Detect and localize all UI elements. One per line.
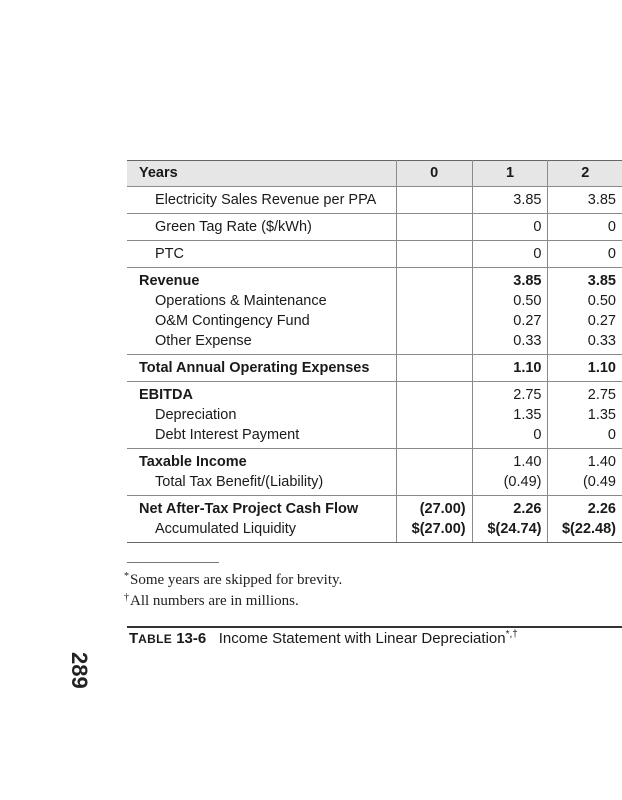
- income-statement-table: [127, 160, 622, 543]
- taxable-income-label: Taxable Income: [139, 454, 247, 470]
- total-opex-year-1: 1.10: [513, 360, 542, 376]
- cell-year-0: [396, 382, 472, 449]
- net-cash-flow-year-0: (27.00): [419, 501, 466, 517]
- cell-year-1: 0: [472, 241, 548, 268]
- revenue-year-2: 3.85: [587, 273, 616, 289]
- table-header-row: [127, 161, 622, 187]
- footnote-1-mark: *: [124, 571, 129, 582]
- debt-interest-year-2: 0: [607, 427, 616, 443]
- cell-year-0: [396, 214, 472, 241]
- revenue-group-row: [127, 268, 622, 355]
- depreciation-label: Depreciation: [155, 407, 237, 423]
- total-opex-label: Total Annual Operating Expenses: [139, 360, 370, 376]
- om-contingency-label: O&M Contingency Fund: [155, 313, 310, 329]
- table-row: [127, 214, 622, 241]
- footnote-2: [124, 592, 299, 610]
- net-cash-flow-year-1: 2.26: [513, 501, 542, 517]
- row-label: Green Tag Rate ($/kWh): [155, 219, 312, 235]
- table-row: [127, 241, 622, 268]
- header-years: Years: [127, 161, 396, 187]
- cell-year-0: [396, 241, 472, 268]
- om-year-1: 0.50: [513, 293, 542, 309]
- footnote-2-mark: †: [124, 592, 129, 603]
- cell-year-1: 3.85: [472, 187, 548, 214]
- accumulated-liquidity-label: Accumulated Liquidity: [155, 521, 297, 537]
- ebitda-group-row: [127, 382, 622, 449]
- om-label: Operations & Maintenance: [155, 293, 327, 309]
- net-cash-flow-year-2: 2.26: [587, 501, 616, 517]
- caption-marks: *,†: [505, 629, 518, 640]
- cashflow-group-row: [127, 496, 622, 543]
- tax-benefit-label: Total Tax Benefit/(Liability): [155, 474, 324, 490]
- caption-label: TABLE 13-6: [129, 630, 207, 647]
- page-number: 289: [67, 652, 92, 689]
- total-opex-row: [127, 355, 622, 382]
- other-expense-year-1: 0.33: [513, 333, 542, 349]
- ebitda-year-1: 2.75: [513, 387, 542, 403]
- accumulated-liquidity-year-2: $(22.48): [561, 521, 616, 537]
- cell-year-0: [396, 355, 472, 382]
- depreciation-year-1: 1.35: [513, 407, 542, 423]
- footnote-2-text: All numbers are in millions.: [130, 593, 299, 609]
- cell-year-1: 0: [472, 214, 548, 241]
- footnote-divider: [127, 562, 219, 563]
- depreciation-year-2: 1.35: [587, 407, 616, 423]
- header-year-1: 1: [472, 161, 548, 187]
- row-label: Electricity Sales Revenue per PPA: [155, 192, 377, 208]
- caption-rule: [127, 626, 622, 628]
- ebitda-year-2: 2.75: [587, 387, 616, 403]
- cell-year-0: [396, 449, 472, 496]
- cell-year-2: 3.85: [548, 187, 622, 214]
- table-caption: [129, 629, 518, 647]
- cell-year-0: [396, 268, 472, 355]
- cell-year-2: 0: [548, 214, 622, 241]
- header-year-2: 2: [548, 161, 622, 187]
- revenue-label: Revenue: [139, 273, 200, 289]
- footnote-1: [124, 571, 342, 589]
- revenue-year-1: 3.85: [513, 273, 542, 289]
- caption-title: Income Statement with Linear Depreciation: [218, 630, 506, 647]
- taxable-income-year-1: 1.40: [513, 454, 542, 470]
- tax-benefit-year-2: (0.49: [582, 474, 616, 490]
- accumulated-liquidity-year-0: $(27.00): [411, 521, 466, 537]
- om-contingency-year-1: 0.27: [513, 313, 542, 329]
- om-year-2: 0.50: [587, 293, 616, 309]
- table-row: [127, 187, 622, 214]
- accumulated-liquidity-year-1: $(24.74): [487, 521, 542, 537]
- debt-interest-year-1: 0: [533, 427, 542, 443]
- taxable-income-year-2: 1.40: [587, 454, 616, 470]
- footnote-1-text: Some years are skipped for brevity.: [130, 572, 343, 588]
- cell-year-0: [396, 187, 472, 214]
- debt-interest-label: Debt Interest Payment: [155, 427, 300, 443]
- ebitda-label: EBITDA: [139, 387, 193, 403]
- other-expense-label: Other Expense: [155, 333, 252, 349]
- row-label: PTC: [155, 246, 184, 262]
- other-expense-year-2: 0.33: [587, 333, 616, 349]
- tax-benefit-year-1: (0.49): [503, 474, 542, 490]
- total-opex-year-2: 1.10: [587, 360, 616, 376]
- om-contingency-year-2: 0.27: [587, 313, 616, 329]
- net-cash-flow-label: Net After-Tax Project Cash Flow: [139, 501, 359, 517]
- header-year-0: 0: [396, 161, 472, 187]
- cell-year-2: 0: [548, 241, 622, 268]
- taxable-group-row: [127, 449, 622, 496]
